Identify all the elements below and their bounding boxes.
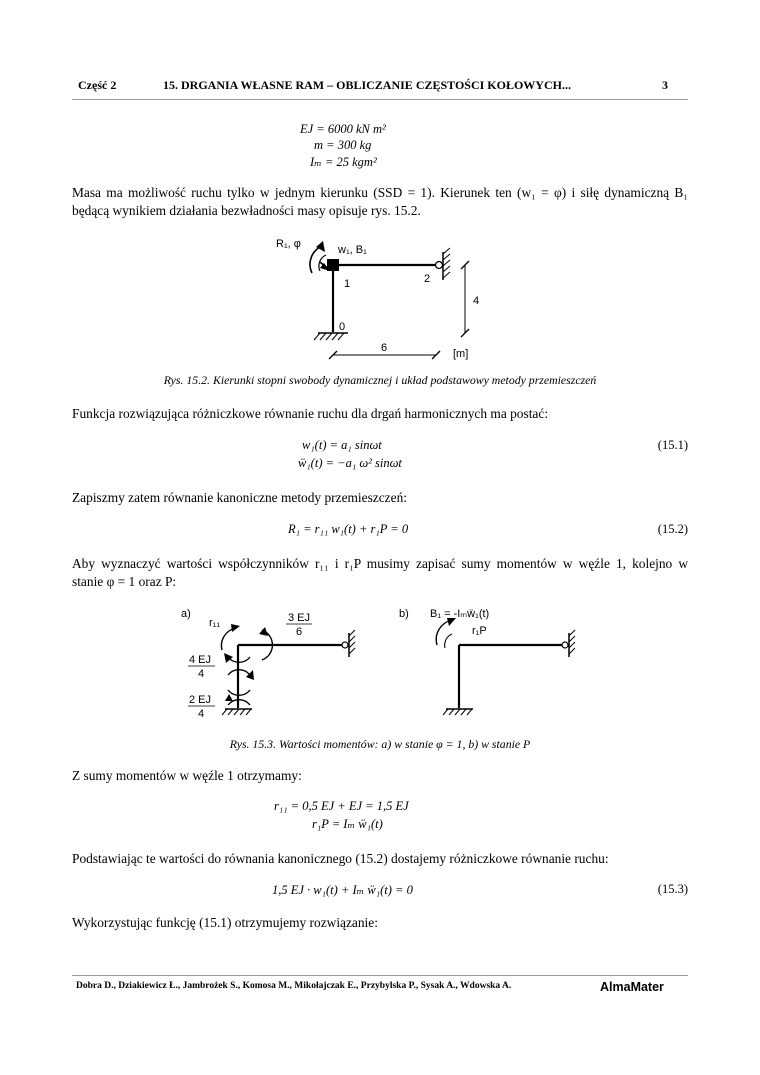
fig152-node2: 2: [424, 273, 431, 285]
fig152-mass-node: [327, 259, 339, 271]
para2: Funkcja rozwiązująca różniczkowe równanie ruchu dla drgań harmonicznych ma postać:: [72, 406, 549, 421]
fig153a-beam-moment-den: 6: [296, 626, 303, 638]
eq151-line2: ẅ₁(t) = −a₁ ω² sinωt: [298, 456, 402, 470]
footer-brand: AlmaMater: [600, 980, 664, 994]
fig152-label-w1: w₁, B₁: [338, 244, 367, 256]
given-ej: EJ = 6000 kN m²: [300, 122, 386, 136]
fig152-label-r1: R₁, φ: [276, 238, 301, 250]
fig152-hinge: [436, 262, 443, 269]
para5: Z sumy momentów w węźle 1 otrzymamy:: [72, 768, 302, 783]
para3: Zapiszmy zatem równanie kanoniczne metody przemieszczeń:: [72, 490, 407, 505]
fig153a-base-moment-den: 4: [198, 708, 205, 720]
fig153-caption: Rys. 15.3. Wartości momentów: a) w stanie φ = 1, b) w stanie P: [229, 737, 531, 751]
fig153b-r1p: r₁P: [472, 625, 487, 637]
given-m: m = 300 kg: [314, 138, 372, 152]
eq151-number: (15.1): [657, 438, 688, 452]
fig153a-base-moment-num: 2 EJ: [189, 694, 212, 706]
fig153a-col-moment-den: 4: [198, 668, 205, 680]
footer-authors: Dobra D., Dziakiewicz Ł., Jambrożek S., Komosa M., Mikołajczak E., Przybylska P., Sysak A., Wdowska A.: [76, 981, 512, 991]
fig153a-label: a): [181, 608, 191, 620]
eq152-number: (15.2): [657, 522, 688, 536]
page-number: 3: [662, 78, 668, 92]
footer-rule: [72, 975, 688, 976]
header-title: 15. DRGANIA WŁASNE RAM – OBLICZANIE CZĘSTOŚCI KOŁOWYCH...: [163, 78, 571, 92]
para4-line2: stanie φ = 1 oraz P:: [72, 574, 177, 589]
para1-line1: Masa ma możliwość ruchu tylko w jednym kierunku (SSD = 1). Kierunek ten (w₁ = φ) i siłę dynamiczną B₁: [72, 185, 688, 200]
eq-r11: r₁₁ = 0,5 EJ + EJ = 1,5 EJ: [274, 799, 409, 813]
fig152-dim-w: 6: [381, 342, 388, 354]
para7: Wykorzystując funkcję (15.1) otrzymujemy rozwiązanie:: [72, 915, 378, 930]
fig152-caption: Rys. 15.2. Kierunki stopni swobody dynamicznej i układ podstawowy metody przemieszczeń: [163, 373, 597, 387]
eq152-line: R₁ = r₁₁ w₁(t) + r₁P = 0: [288, 522, 409, 536]
fig152-dim-h: 4: [473, 295, 480, 307]
para1-line2: będącą wynikiem działania bezwładności masy opisuje rys. 15.2.: [72, 203, 421, 218]
header-part: Część 2: [78, 78, 117, 92]
eq153-line: 1,5 EJ · w₁(t) + Iₘ ẅ₁(t) = 0: [272, 883, 413, 897]
given-im: Iₘ = 25 kgm²: [310, 155, 377, 169]
fig153a-r11: r₁₁: [209, 617, 221, 629]
eq151-line1: w₁(t) = a₁ sinωt: [302, 438, 382, 452]
fig153a-beam-moment-num: 3 EJ: [288, 612, 311, 624]
fig152-node0: 0: [339, 321, 346, 333]
eq-r1p: r₁P = Iₘ ẅ₁(t): [312, 817, 383, 831]
para4-line1: Aby wyznaczyć wartości współczynników r₁₁ i r₁P musimy zapisać sumy momentów w węźle 1, kolejno w: [72, 556, 688, 571]
para6: Podstawiając te wartości do równania kanonicznego (15.2) dostajemy różniczkowe równanie ruchu:: [72, 851, 609, 866]
fig153b-b1: B₁ = -Iₘẅ₁(t): [430, 608, 490, 620]
eq153-number: (15.3): [657, 882, 688, 896]
fig152-unit: [m]: [453, 348, 469, 360]
fig152-node1: 1: [344, 278, 351, 290]
fig153a-col-moment-num: 4 EJ: [189, 654, 212, 666]
fig153b-label: b): [399, 608, 409, 620]
